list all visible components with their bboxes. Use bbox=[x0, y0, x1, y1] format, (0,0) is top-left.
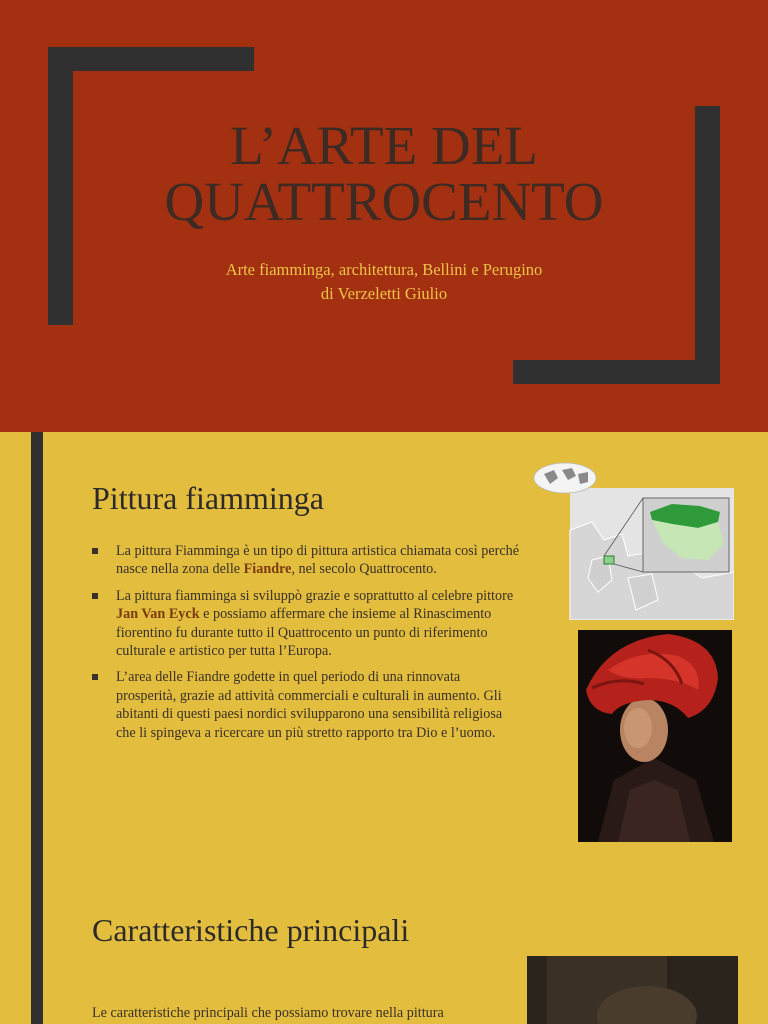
slide-caratteristiche-principali bbox=[0, 864, 768, 1024]
highlighted-term: Jan Van Eyck bbox=[116, 606, 200, 623]
slide-heading: Pittura fiamminga bbox=[92, 480, 324, 516]
title-line-1: L’ARTE DEL bbox=[230, 115, 538, 176]
frame-top-left-horizontal bbox=[48, 47, 254, 71]
bullet-item bbox=[92, 542, 520, 579]
bullet-text: La pittura Fiamminga è un tipo di pittura artistica chiamata così perché nasce nella zona delle bbox=[116, 543, 520, 578]
bullet-text: e possiamo affermare che insieme al Rinascimento fiorentino fu durante tutto il Quattrocento un punto di riferimento culturale e artistico per tutta l’Europa. bbox=[116, 606, 492, 660]
subtitle-line-1: Arte fiamminga, architettura, Bellini e Perugino bbox=[225, 260, 543, 279]
flanders-map-image bbox=[532, 460, 734, 620]
left-accent-bar bbox=[31, 432, 43, 864]
frame-bottom-right-horizontal bbox=[513, 360, 720, 384]
title-line-2: QUATTROCENTO bbox=[164, 171, 604, 232]
highlighted-term: Fiandre bbox=[243, 561, 292, 578]
bullet-item bbox=[92, 587, 520, 661]
body-paragraph: Le caratteristiche principali che possiamo trovare nella pittura bbox=[92, 1005, 444, 1021]
bullet-text: L’area delle Fiandre godette in quel periodo di una rinnovata prosperità, grazie ad attività commerciali e culturali in aumento. Gli abitanti di questi paesi nordici svilupparono una sensibilità religiosa che li spingeva a ricercare un più stretto rapporto tra Dio e l’uomo. bbox=[116, 669, 503, 741]
slide-heading: Caratteristiche principali bbox=[92, 912, 410, 948]
painting-image bbox=[527, 956, 738, 1024]
presentation-title bbox=[0, 115, 768, 232]
title-slide bbox=[0, 0, 768, 432]
slide-pittura-fiamminga bbox=[0, 432, 768, 864]
bullet-item bbox=[92, 668, 520, 742]
bullet-text: , nel secolo Quattrocento. bbox=[291, 561, 437, 578]
bullet-list bbox=[92, 542, 520, 750]
presentation-subtitle bbox=[0, 258, 768, 306]
bullet-text: La pittura fiamminga si sviluppò grazie e soprattutto al celebre pittore bbox=[116, 587, 514, 604]
left-accent-bar bbox=[31, 864, 43, 1024]
subtitle-line-2: di Verzeletti Giulio bbox=[320, 284, 448, 303]
jan-van-eyck-portrait-image bbox=[578, 630, 732, 842]
